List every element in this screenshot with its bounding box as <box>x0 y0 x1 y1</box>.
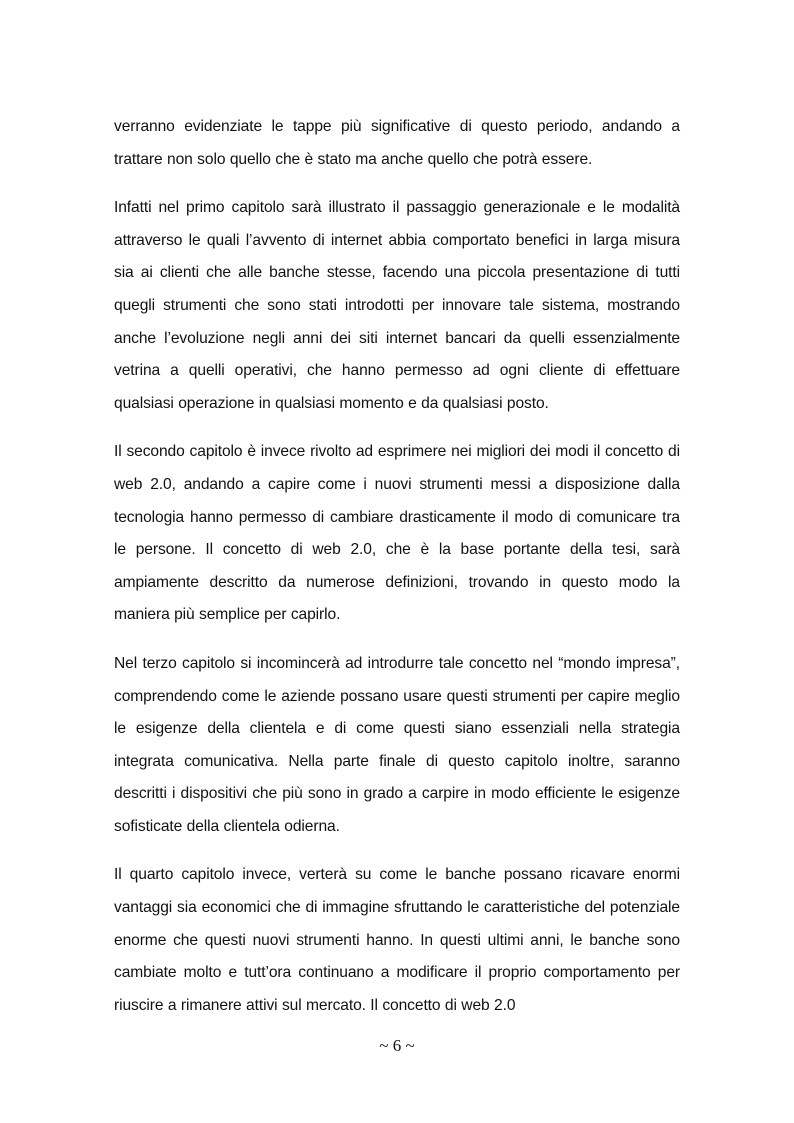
paragraph-first-chapter: Infatti nel primo capitolo sarà illustrato il passaggio generazionale e le modalità attraverso le quali l’avvento di internet abbia comportato benefici in larga misura sia ai clienti che alle banche stesse, facendo una piccola presentazione di tutti quegli strumenti che sono stati introdotti per innovare tale sistema, mostrando anche l’evoluzione negli anni dei siti internet bancari da quelli essenzialmente vetrina a quelli operativi, che hanno permesso ad ogni cliente di effettuare qualsiasi operazione in qualsiasi momento e da qualsiasi posto. <box>114 199 680 412</box>
paragraph-second-chapter: Il secondo capitolo è invece rivolto ad esprimere nei migliori dei modi il concetto di web 2.0, andando a capire come i nuovi strumenti messi a disposizione dalla tecnologia hanno permesso di cambiare drasticamente il modo di comunicare tra le persone. Il concetto di web 2.0, che è la base portante della tesi, sarà ampiamente descritto da numerose definizioni, trovando in questo modo la maniera più semplice per capirlo. <box>114 443 680 624</box>
paragraph-fourth-chapter: Il quarto capitolo invece, verterà su come le banche possano ricavare enormi vantaggi sia economici che di immagine sfruttando le caratteristiche del potenziale enorme che questi nuovi strumenti hanno. In questi ultimi anni, le banche sono cambiate molto e tutt’ora continuano a modificare il proprio comportamento per riuscire a rimanere attivi sul mercato. Il concetto di web 2.0 <box>114 866 680 1014</box>
paragraph-intro-continuation: verranno evidenziate le tappe più significative di questo periodo, andando a trattare non solo quello che è stato ma anche quello che potrà essere. <box>114 118 680 168</box>
page-number: ~ 6 ~ <box>379 1036 415 1055</box>
body-text <box>114 111 680 1038</box>
paragraph-third-chapter: Nel terzo capitolo si incomincerà ad introdurre tale concetto nel “mondo impresa”, comprendendo come le aziende possano usare questi strumenti per capire meglio le esigenze della clientela e di come questi siano essenziali nella strategia integrata comunicativa. Nella parte finale di questo capitolo inoltre, saranno descritti i dispositivi che più sono in grado a carpire in modo efficiente le esigenze sofisticate della clientela odierna. <box>114 654 680 835</box>
